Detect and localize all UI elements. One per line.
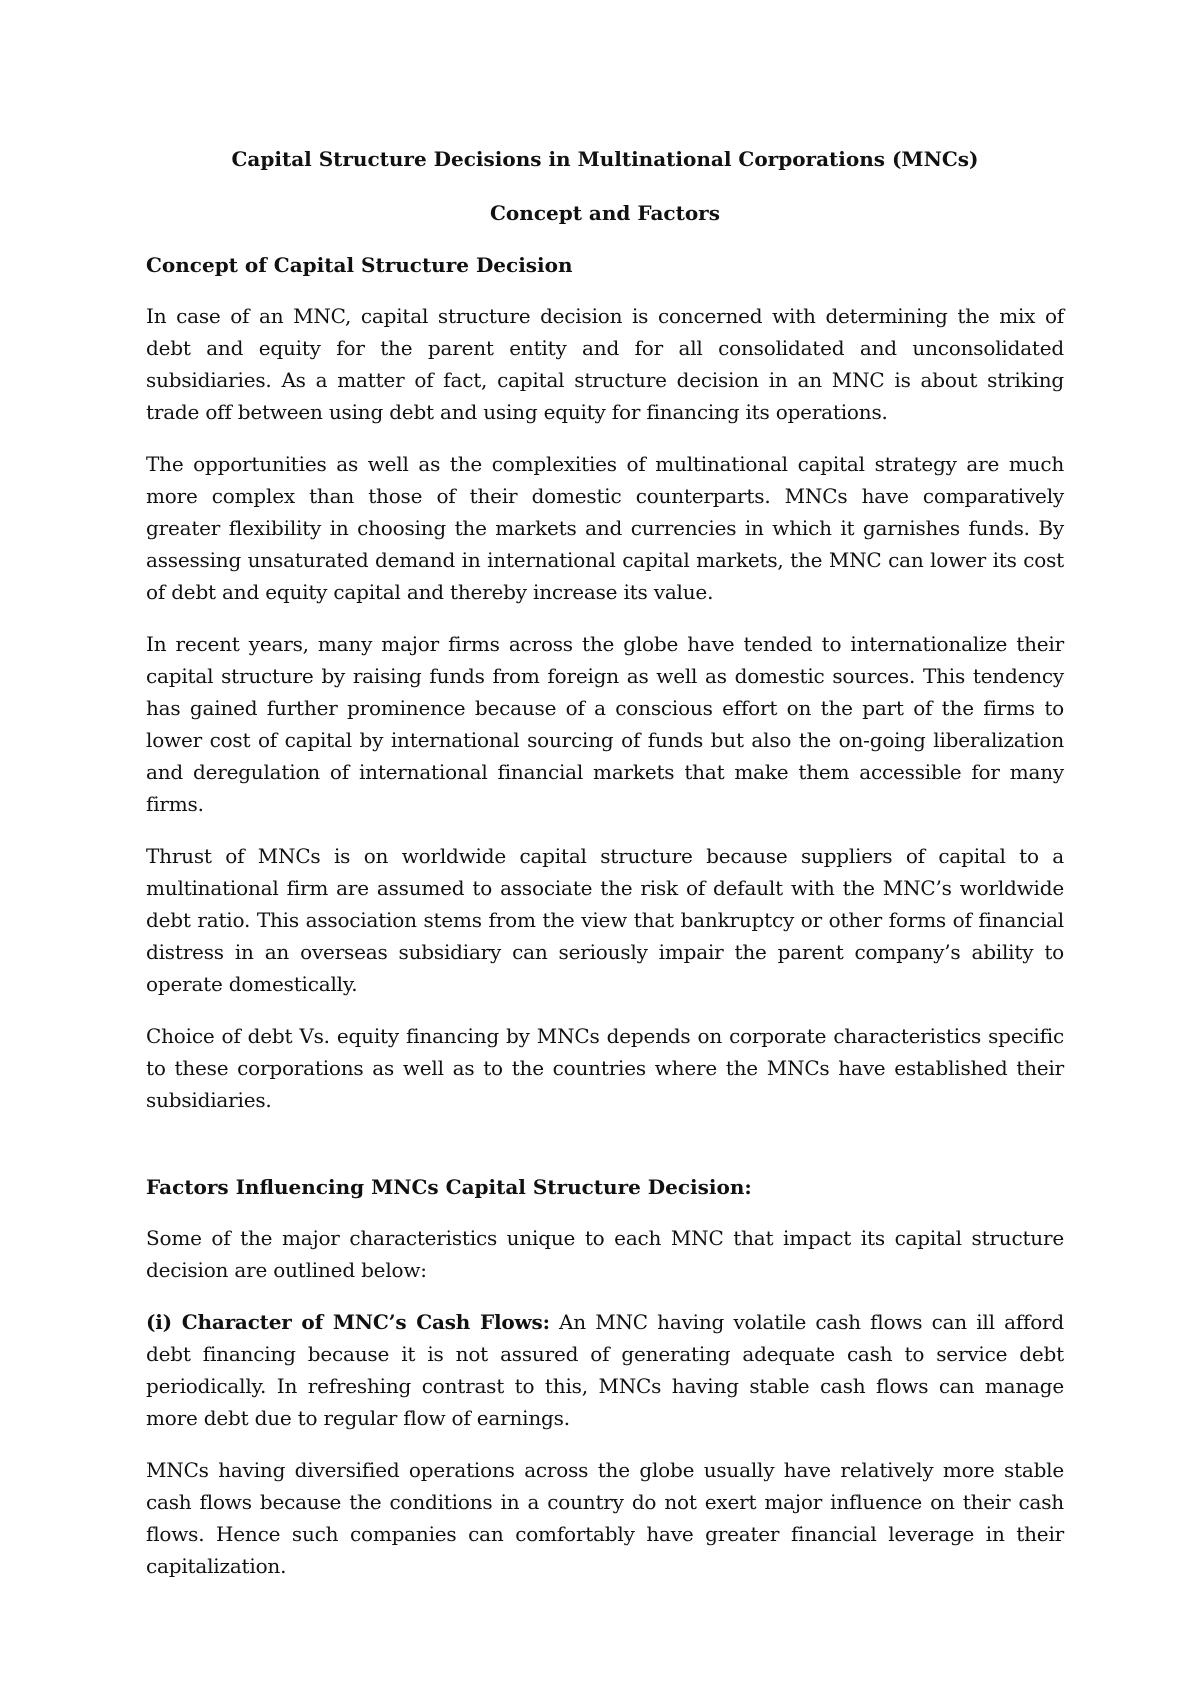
factor-text: An MNC having volatile cash flows can ill afford debt financing because it is not assured of generating adequate cash to service debt periodically. In refreshing contrast to this, MNCs having stable cash flows can manage more debt due to regular flow of earnings.: [146, 1310, 1065, 1430]
document-title: Capital Structure Decisions in Multinational Corporations (MNCs): [231, 147, 979, 171]
document-body: [146, 146, 1064, 1582]
paragraph: Some of the major characteristics unique to each MNC that impact its capital structure decision are outlined below:: [146, 1226, 1064, 1282]
section-heading-concept: Concept of Capital Structure Decision: [146, 253, 573, 277]
factor-heading: (i) Character of MNC’s Cash Flows:: [146, 1310, 550, 1334]
section-heading-factors: Factors Influencing MNCs Capital Structure Decision:: [146, 1175, 752, 1199]
paragraph: Choice of debt Vs. equity financing by MNCs depends on corporate characteristics specific to these corporations as well as to the countries where the MNCs have established their subsidiaries.: [146, 1024, 1064, 1112]
paragraph: Thrust of MNCs is on worldwide capital structure because suppliers of capital to a multinational firm are assumed to associate the risk of default with the MNC’s worldwide debt ratio. This association stems from the view that bankruptcy or other forms of financial distress in an overseas subsidiary can seriously impair the parent company’s ability to operate domestically.: [146, 844, 1064, 996]
document-subtitle: Concept and Factors: [490, 201, 720, 225]
paragraph: MNCs having diversified operations across the globe usually have relatively more stable cash flows because the conditions in a country do not exert major influence on their cash flows. Hence such companies can comfortably have greater financial leverage in their capitalization.: [146, 1458, 1064, 1578]
paragraph: The opportunities as well as the complexities of multinational capital strategy are much more complex than those of their domestic counterparts. MNCs have comparatively greater flexibility in choosing the markets and currencies in which it garnishes funds. By assessing unsaturated demand in international capital markets, the MNC can lower its cost of debt and equity capital and thereby increase its value.: [146, 452, 1064, 604]
paragraph: In recent years, many major firms across the globe have tended to internationalize their capital structure by raising funds from foreign as well as domestic sources. This tendency has gained further prominence because of a conscious effort on the part of the firms to lower cost of capital by international sourcing of funds but also the on-going liberalization and deregulation of international financial markets that make them accessible for many firms.: [146, 632, 1064, 816]
paragraph: In case of an MNC, capital structure decision is concerned with determining the mix of debt and equity for the parent entity and for all consolidated and unconsolidated subsidiaries. As a matter of fact, capital structure decision in an MNC is about striking trade off between using debt and using equity for financing its operations.: [146, 304, 1064, 424]
factor-paragraph: [146, 1306, 1064, 1434]
